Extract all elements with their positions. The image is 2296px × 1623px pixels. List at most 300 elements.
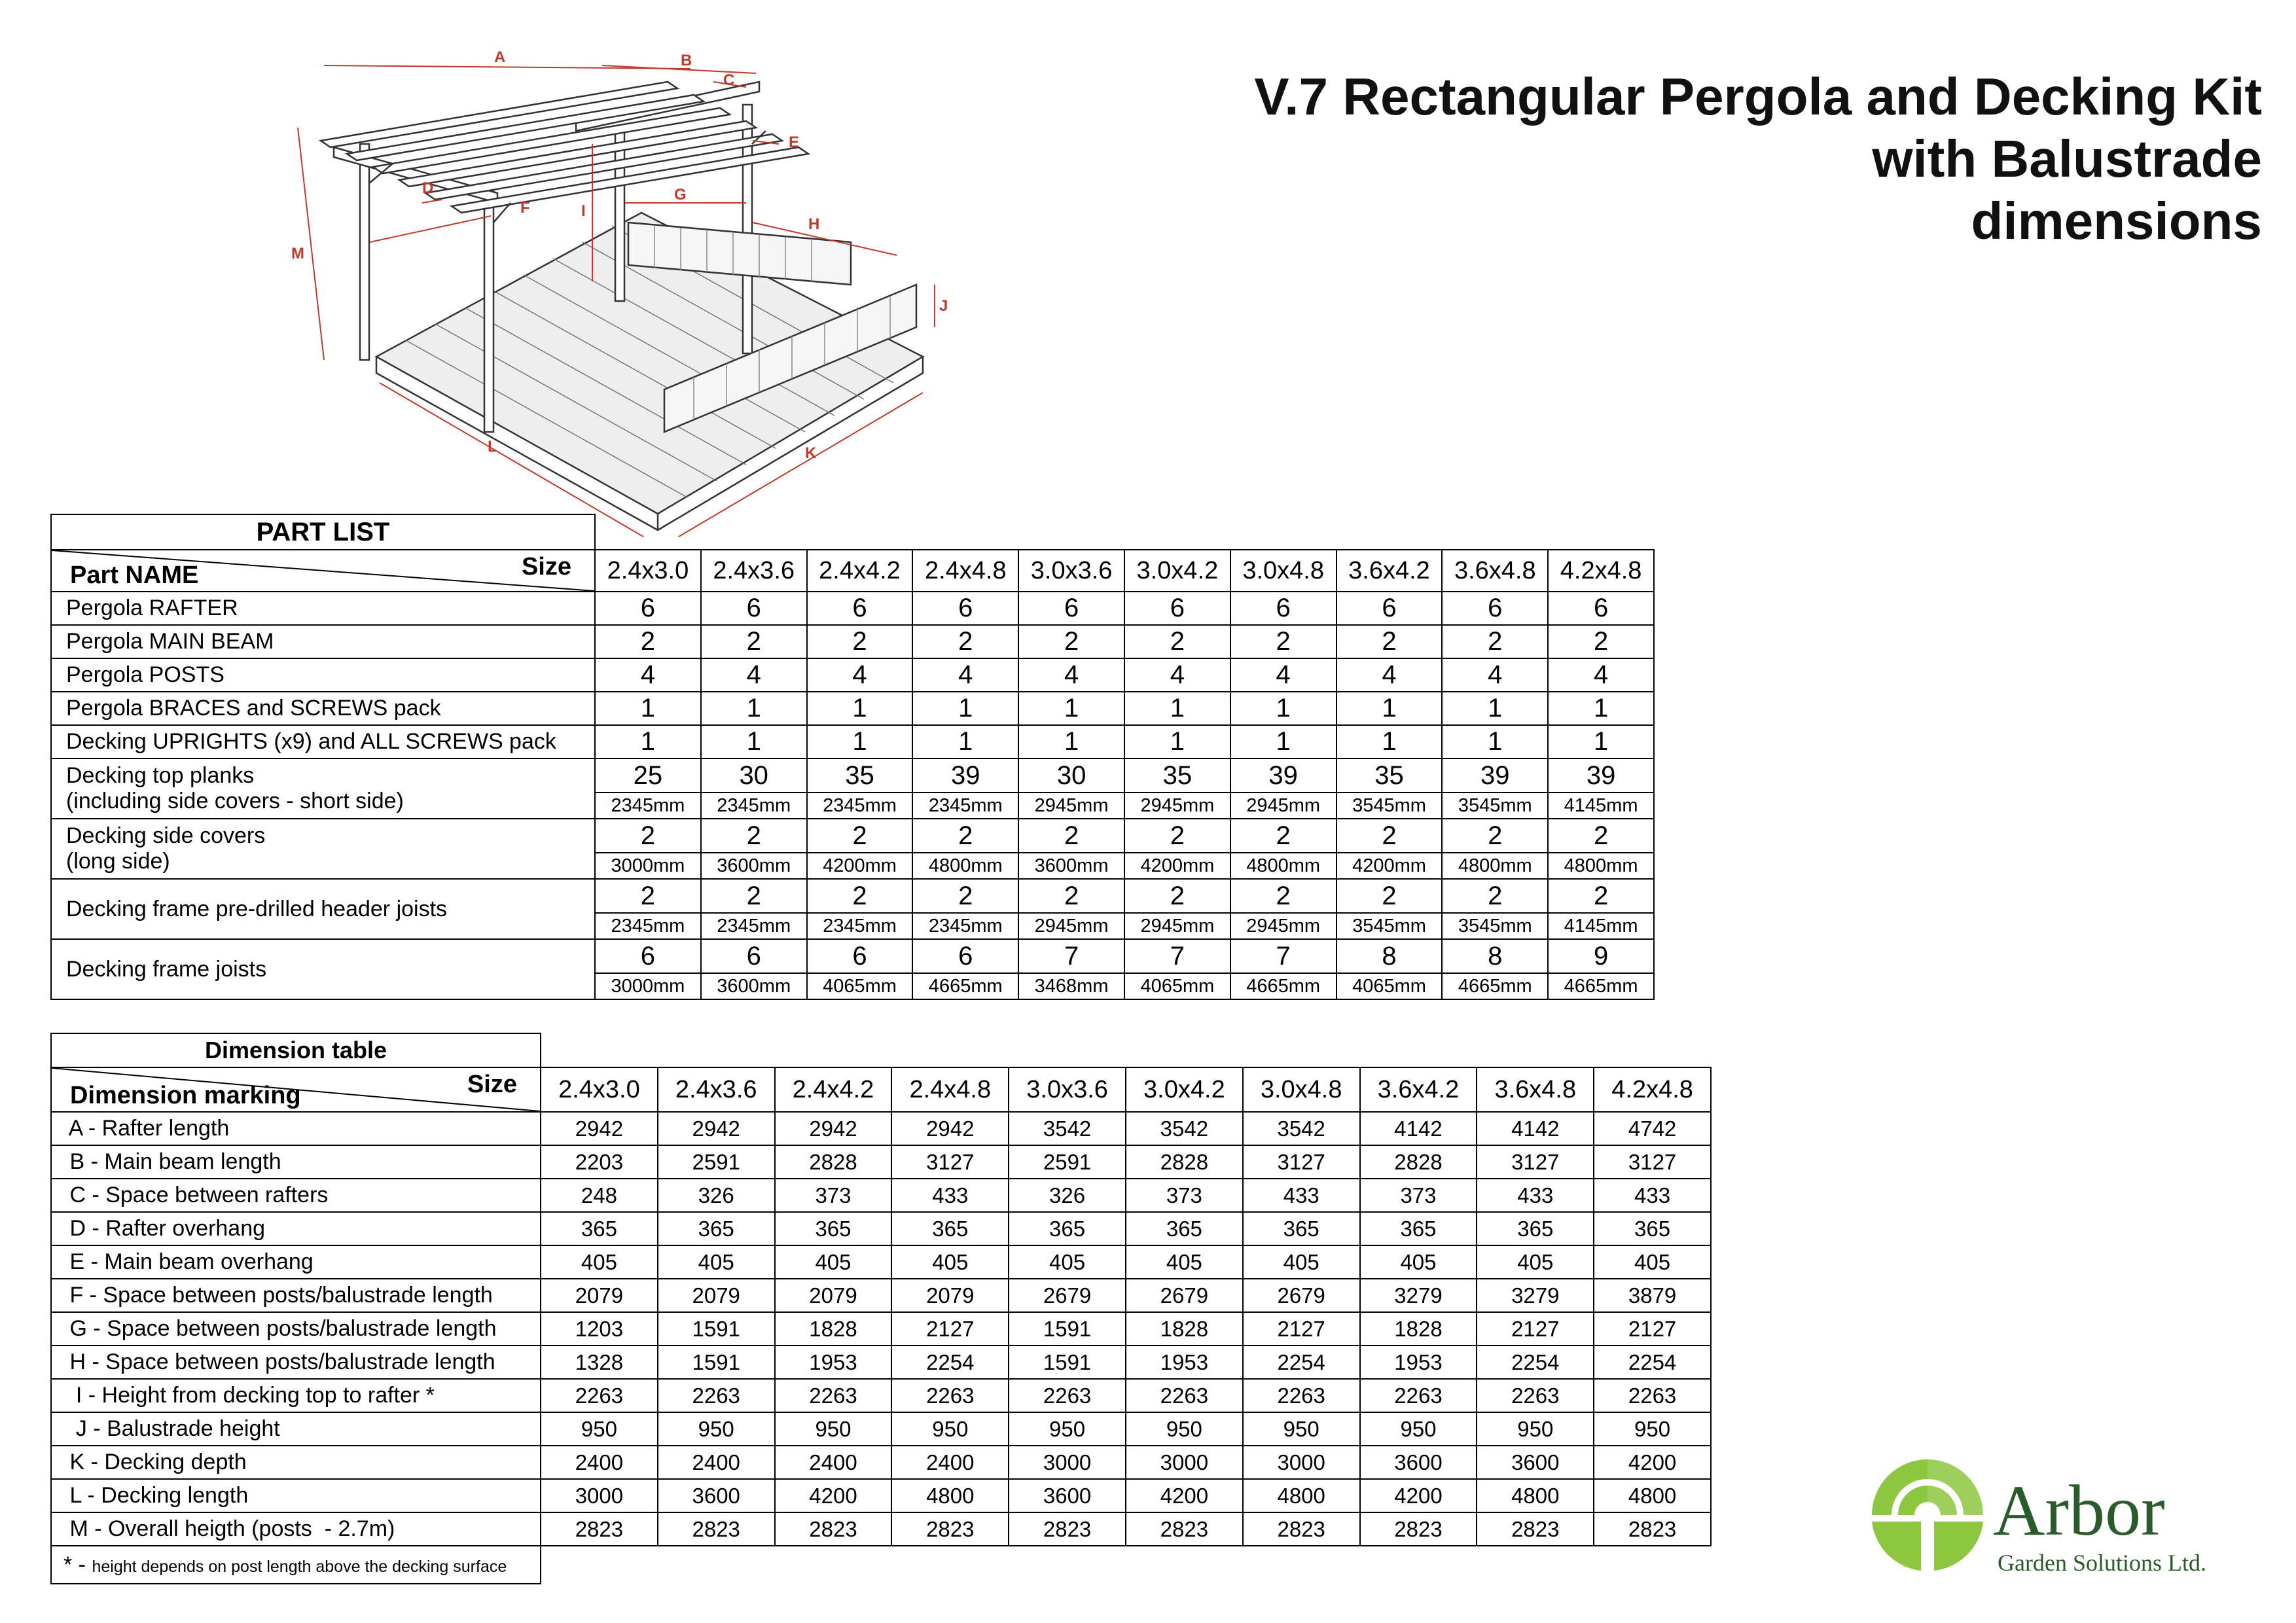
dimension-value: 4200 <box>775 1479 892 1512</box>
part-length: 4665mm <box>1230 973 1336 999</box>
dimension-value: 3000 <box>1243 1446 1360 1479</box>
part-quantity: 1 <box>807 692 913 725</box>
part-quantity: 4 <box>1124 658 1230 692</box>
dimension-value: 3279 <box>1477 1279 1594 1312</box>
part-quantity: 2 <box>1548 819 1654 853</box>
dim-label-C: C <box>723 71 735 89</box>
dimension-value: 2254 <box>1477 1346 1594 1379</box>
dimension-value: 2263 <box>1126 1379 1243 1412</box>
part-quantity: 2 <box>1018 625 1124 658</box>
dimension-value: 4142 <box>1477 1112 1594 1145</box>
part-quantity: 2 <box>1548 879 1654 913</box>
footnote-star: * - <box>63 1552 92 1577</box>
part-quantity: 1 <box>1548 725 1654 758</box>
arbor-logo <box>1859 1453 2278 1584</box>
dimension-value: 4742 <box>1594 1112 1711 1145</box>
part-length: 2345mm <box>912 793 1018 819</box>
dimension-size-row <box>51 1067 1711 1112</box>
part-quantity: 7 <box>1018 939 1124 973</box>
part-length: 2345mm <box>912 913 1018 939</box>
dimension-value: 3000 <box>1126 1446 1243 1479</box>
part-length: 4145mm <box>1548 913 1654 939</box>
part-length: 4200mm <box>807 853 913 879</box>
dimension-row <box>51 1245 1711 1279</box>
dimension-value: 950 <box>1009 1412 1126 1446</box>
dim-label-I: I <box>581 202 586 220</box>
part-quantity: 1 <box>1336 725 1443 758</box>
dim-label-L: L <box>488 438 497 455</box>
dimension-value: 2942 <box>891 1112 1009 1145</box>
dimension-value: 2591 <box>658 1145 775 1179</box>
dimension-value: 1828 <box>1360 1312 1477 1346</box>
title-line-1: V.7 Rectangular Pergola and Decking Kit <box>1254 67 2262 126</box>
part-name: Pergola MAIN BEAM <box>51 625 595 658</box>
dimension-name: L - Decking length <box>51 1479 541 1512</box>
part-quantity: 6 <box>701 592 807 625</box>
dimension-value: 2828 <box>1360 1145 1477 1179</box>
dimension-value: 950 <box>1243 1412 1360 1446</box>
dimension-value: 2679 <box>1126 1279 1243 1312</box>
part-name-line: (including side covers - short side) <box>66 789 404 813</box>
dimension-value: 2254 <box>891 1346 1009 1379</box>
part-quantity: 1 <box>1548 692 1654 725</box>
dimension-value: 2828 <box>775 1145 892 1179</box>
part-quantity: 6 <box>1124 592 1230 625</box>
dimension-value: 1953 <box>775 1346 892 1379</box>
dimension-value: 2828 <box>1126 1145 1243 1179</box>
dimension-value: 2263 <box>1477 1379 1594 1412</box>
dimension-value: 405 <box>891 1245 1009 1279</box>
dimension-value: 2127 <box>1594 1312 1711 1346</box>
part-quantity: 2 <box>1230 625 1336 658</box>
dimension-value: 326 <box>658 1179 775 1212</box>
part-length: 3600mm <box>1018 853 1124 879</box>
part-quantity: 2 <box>912 625 1018 658</box>
dimension-name: E - Main beam overhang <box>51 1245 541 1279</box>
part-row <box>51 758 1654 793</box>
size-header: 2.4x4.2 <box>775 1067 892 1112</box>
size-header: 2.4x4.2 <box>807 550 913 592</box>
dimension-row <box>51 1112 1711 1145</box>
dimension-value: 3279 <box>1360 1279 1477 1312</box>
part-length: 4665mm <box>1548 973 1654 999</box>
part-quantity: 2 <box>807 625 913 658</box>
part-name <box>51 939 595 999</box>
dimension-value: 3542 <box>1243 1112 1360 1145</box>
part-quantity: 6 <box>1018 592 1124 625</box>
size-header: 3.6x4.8 <box>1477 1067 1594 1112</box>
dimension-value: 1953 <box>1360 1346 1477 1379</box>
dimension-value: 4200 <box>1126 1479 1243 1512</box>
dimension-name: B - Main beam length <box>51 1145 541 1179</box>
dimension-value: 365 <box>891 1212 1009 1245</box>
part-length: 2945mm <box>1230 793 1336 819</box>
dimension-name: M - Overall heigth (posts - 2.7m) <box>51 1512 541 1546</box>
part-length: 3600mm <box>701 973 807 999</box>
part-list-corner <box>51 550 595 592</box>
dimension-value: 405 <box>1009 1245 1126 1279</box>
part-quantity: 35 <box>1336 758 1443 793</box>
part-length: 2345mm <box>701 793 807 819</box>
page-title <box>1254 65 2262 252</box>
part-quantity: 2 <box>807 879 913 913</box>
dimension-row <box>51 1279 1711 1312</box>
dimension-value: 2823 <box>541 1512 658 1546</box>
part-quantity: 39 <box>1548 758 1654 793</box>
part-quantity: 6 <box>1230 592 1336 625</box>
part-quantity: 4 <box>595 658 701 692</box>
dimension-value: 3600 <box>1009 1479 1126 1512</box>
part-quantity: 4 <box>1230 658 1336 692</box>
dimension-value: 3600 <box>1477 1446 1594 1479</box>
part-length: 4145mm <box>1548 793 1654 819</box>
part-quantity: 2 <box>1124 625 1230 658</box>
part-length: 2945mm <box>1124 793 1230 819</box>
dimension-value: 2400 <box>541 1446 658 1479</box>
size-header: 3.0x4.2 <box>1124 550 1230 592</box>
dimension-value: 950 <box>1594 1412 1711 1446</box>
part-row <box>51 939 1654 973</box>
part-name-line: (long side) <box>66 849 170 874</box>
dimension-value: 3542 <box>1126 1112 1243 1145</box>
dimension-row <box>51 1479 1711 1512</box>
part-length: 2345mm <box>595 793 701 819</box>
dimension-value: 365 <box>1126 1212 1243 1245</box>
size-header: 2.4x3.0 <box>541 1067 658 1112</box>
part-quantity: 2 <box>595 819 701 853</box>
dimension-value: 2942 <box>541 1112 658 1145</box>
part-name-line: Decking frame pre-drilled header joists <box>66 896 448 921</box>
part-quantity: 1 <box>1124 692 1230 725</box>
part-quantity: 1 <box>1336 692 1443 725</box>
dimension-value: 2823 <box>1360 1512 1477 1546</box>
part-length: 4800mm <box>912 853 1018 879</box>
part-quantity: 1 <box>701 725 807 758</box>
part-row <box>51 725 1654 758</box>
dimension-value: 950 <box>1126 1412 1243 1446</box>
part-quantity: 6 <box>807 939 913 973</box>
dimension-row <box>51 1312 1711 1346</box>
part-name <box>51 758 595 819</box>
dimension-value: 2679 <box>1243 1279 1360 1312</box>
part-quantity: 1 <box>1230 692 1336 725</box>
part-quantity: 7 <box>1230 939 1336 973</box>
dimension-value: 433 <box>1594 1179 1711 1212</box>
part-quantity: 2 <box>1124 819 1230 853</box>
dimension-value: 2823 <box>1594 1512 1711 1546</box>
part-quantity: 6 <box>807 592 913 625</box>
dimension-value: 373 <box>1126 1179 1243 1212</box>
dimension-value: 2942 <box>775 1112 892 1145</box>
pergola-diagram <box>262 26 982 537</box>
part-name: Decking UPRIGHTS (x9) and ALL SCREWS pack <box>51 725 595 758</box>
dim-label-E: E <box>789 134 800 151</box>
title-line-2: with Balustrade <box>1872 130 2262 188</box>
part-length: 4800mm <box>1548 853 1654 879</box>
dimension-value: 4800 <box>1594 1479 1711 1512</box>
part-quantity: 4 <box>1336 658 1443 692</box>
dimension-value: 1591 <box>1009 1312 1126 1346</box>
part-quantity: 2 <box>1442 879 1548 913</box>
dim-label-A: A <box>494 48 506 66</box>
dimension-value: 405 <box>1360 1245 1477 1279</box>
dimension-name: F - Space between posts/balustrade length <box>51 1279 541 1312</box>
dimension-value: 3000 <box>1009 1446 1126 1479</box>
dimension-value: 1328 <box>541 1346 658 1379</box>
dimension-value: 3542 <box>1009 1112 1126 1145</box>
dimension-value: 365 <box>1009 1212 1126 1245</box>
part-length: 4065mm <box>1336 973 1443 999</box>
part-length: 4800mm <box>1442 853 1548 879</box>
dimension-value: 2263 <box>1360 1379 1477 1412</box>
dimension-table <box>50 1033 1712 1584</box>
part-length: 2945mm <box>1230 913 1336 939</box>
part-length: 3545mm <box>1336 793 1443 819</box>
part-length: 2945mm <box>1124 913 1230 939</box>
dimension-value: 365 <box>658 1212 775 1245</box>
dimension-value: 433 <box>1243 1179 1360 1212</box>
dimension-value: 2203 <box>541 1145 658 1179</box>
dimension-name: A - Rafter length <box>51 1112 541 1145</box>
size-header: 3.6x4.2 <box>1360 1067 1477 1112</box>
dimension-value: 2263 <box>1009 1379 1126 1412</box>
dimension-value: 3600 <box>1360 1446 1477 1479</box>
part-quantity: 6 <box>1336 592 1443 625</box>
part-quantity: 4 <box>701 658 807 692</box>
part-quantity: 4 <box>1548 658 1654 692</box>
size-label: Size <box>467 1071 517 1098</box>
dimension-value: 3000 <box>541 1479 658 1512</box>
part-quantity: 2 <box>912 879 1018 913</box>
part-quantity: 2 <box>595 879 701 913</box>
part-length: 2945mm <box>1018 793 1124 819</box>
part-name-label: Part NAME <box>70 562 199 589</box>
dimension-value: 405 <box>658 1245 775 1279</box>
dimension-value: 2263 <box>1243 1379 1360 1412</box>
part-length: 4200mm <box>1124 853 1230 879</box>
part-quantity: 6 <box>701 939 807 973</box>
part-quantity: 6 <box>912 592 1018 625</box>
dimension-value: 3127 <box>1477 1145 1594 1179</box>
part-length: 2345mm <box>595 913 701 939</box>
dimension-value: 365 <box>541 1212 658 1245</box>
part-length: 4800mm <box>1230 853 1336 879</box>
dimension-name: D - Rafter overhang <box>51 1212 541 1245</box>
part-quantity: 1 <box>595 692 701 725</box>
dim-label-D: D <box>422 179 434 197</box>
part-quantity: 7 <box>1124 939 1230 973</box>
part-length: 2345mm <box>807 913 913 939</box>
part-quantity: 2 <box>701 625 807 658</box>
dimension-name: G - Space between posts/balustrade length <box>51 1312 541 1346</box>
dimension-value: 2823 <box>1126 1512 1243 1546</box>
dimension-value: 2254 <box>1243 1346 1360 1379</box>
part-length: 2345mm <box>701 913 807 939</box>
dimension-value: 1828 <box>1126 1312 1243 1346</box>
footnote-text: height depends on post length above the decking surface <box>92 1557 507 1576</box>
part-quantity: 2 <box>1442 625 1548 658</box>
dimension-value: 326 <box>1009 1179 1126 1212</box>
dimension-value: 2823 <box>1009 1512 1126 1546</box>
part-length: 3545mm <box>1336 913 1443 939</box>
part-quantity: 2 <box>701 879 807 913</box>
part-quantity: 4 <box>807 658 913 692</box>
dimension-value: 2823 <box>1477 1512 1594 1546</box>
part-quantity: 1 <box>1018 725 1124 758</box>
dimension-value: 2400 <box>891 1446 1009 1479</box>
dimension-value: 405 <box>775 1245 892 1279</box>
dimension-value: 2127 <box>1243 1312 1360 1346</box>
dimension-value: 2263 <box>775 1379 892 1412</box>
size-header: 4.2x4.8 <box>1594 1067 1711 1112</box>
part-quantity: 2 <box>1230 819 1336 853</box>
dimension-value: 3879 <box>1594 1279 1711 1312</box>
part-quantity: 2 <box>1018 879 1124 913</box>
part-quantity: 2 <box>1018 819 1124 853</box>
size-header: 3.6x4.2 <box>1336 550 1443 592</box>
dim-label-F: F <box>520 199 530 217</box>
dimension-value: 2079 <box>541 1279 658 1312</box>
dimension-value: 950 <box>658 1412 775 1446</box>
part-quantity: 2 <box>701 819 807 853</box>
size-header: 2.4x4.8 <box>891 1067 1009 1112</box>
part-row <box>51 879 1654 913</box>
part-quantity: 2 <box>1336 879 1443 913</box>
part-name <box>51 819 595 879</box>
part-quantity: 4 <box>1442 658 1548 692</box>
dimension-value: 373 <box>775 1179 892 1212</box>
size-header: 3.0x3.6 <box>1009 1067 1126 1112</box>
dimension-value: 4142 <box>1360 1112 1477 1145</box>
dimension-value: 2823 <box>1243 1512 1360 1546</box>
part-row <box>51 658 1654 692</box>
dimension-value: 1591 <box>658 1312 775 1346</box>
size-header: 3.0x4.8 <box>1243 1067 1360 1112</box>
dimension-value: 2254 <box>1594 1346 1711 1379</box>
part-quantity: 1 <box>1018 692 1124 725</box>
part-name-line: Decking top planks <box>66 763 255 788</box>
dimension-value: 365 <box>1243 1212 1360 1245</box>
part-quantity: 1 <box>595 725 701 758</box>
dimension-value: 3127 <box>891 1145 1009 1179</box>
dimension-value: 2591 <box>1009 1145 1126 1179</box>
part-quantity: 35 <box>807 758 913 793</box>
part-quantity: 2 <box>1336 625 1443 658</box>
part-quantity: 30 <box>1018 758 1124 793</box>
dimension-name: H - Space between posts/balustrade length <box>51 1346 541 1379</box>
part-quantity: 2 <box>1336 819 1443 853</box>
dim-label-B: B <box>681 52 692 69</box>
part-quantity: 9 <box>1548 939 1654 973</box>
dimension-value: 1591 <box>1009 1346 1126 1379</box>
size-header: 2.4x3.6 <box>701 550 807 592</box>
dimension-row <box>51 1145 1711 1179</box>
part-quantity: 39 <box>912 758 1018 793</box>
part-name: Pergola RAFTER <box>51 592 595 625</box>
dimension-value: 4800 <box>1243 1479 1360 1512</box>
part-quantity: 8 <box>1442 939 1548 973</box>
dimension-table-title: Dimension table <box>51 1033 541 1067</box>
dimension-value: 433 <box>891 1179 1009 1212</box>
part-quantity: 1 <box>807 725 913 758</box>
dimension-value: 405 <box>1243 1245 1360 1279</box>
size-header: 3.0x4.2 <box>1126 1067 1243 1112</box>
footnote-row <box>51 1546 1711 1584</box>
dim-label-G: G <box>674 186 687 204</box>
dimension-value: 2823 <box>658 1512 775 1546</box>
logo-subtitle: Garden Solutions Ltd. <box>1998 1550 2206 1576</box>
part-list-title: PART LIST <box>51 514 595 550</box>
size-header: 2.4x3.0 <box>595 550 701 592</box>
dimension-value: 950 <box>1477 1412 1594 1446</box>
title-line-3: dimensions <box>1971 192 2262 250</box>
part-quantity: 8 <box>1336 939 1443 973</box>
dimension-value: 4800 <box>891 1479 1009 1512</box>
dimension-name: C - Space between rafters <box>51 1179 541 1212</box>
part-list-size-row <box>51 550 1654 592</box>
part-row <box>51 819 1654 853</box>
part-quantity: 1 <box>701 692 807 725</box>
dimension-value: 365 <box>1360 1212 1477 1245</box>
part-length: 4200mm <box>1336 853 1443 879</box>
dimension-marking-label: Dimension marking <box>70 1082 301 1109</box>
part-quantity: 35 <box>1124 758 1230 793</box>
dimension-value: 2127 <box>891 1312 1009 1346</box>
dimension-value: 405 <box>1126 1245 1243 1279</box>
part-quantity: 6 <box>595 939 701 973</box>
part-quantity: 1 <box>1442 725 1548 758</box>
part-length: 3545mm <box>1442 793 1548 819</box>
dimension-row <box>51 1446 1711 1479</box>
part-quantity: 1 <box>1442 692 1548 725</box>
dimension-value: 2679 <box>1009 1279 1126 1312</box>
size-header: 3.0x4.8 <box>1230 550 1336 592</box>
part-quantity: 6 <box>1548 592 1654 625</box>
dimension-value: 2079 <box>775 1279 892 1312</box>
dimension-value: 373 <box>1360 1179 1477 1212</box>
dim-label-J: J <box>939 297 948 315</box>
dimension-value: 2079 <box>658 1279 775 1312</box>
dimension-value: 2263 <box>541 1379 658 1412</box>
dimension-value: 1953 <box>1126 1346 1243 1379</box>
dimension-value: 950 <box>891 1412 1009 1446</box>
part-quantity: 39 <box>1230 758 1336 793</box>
part-length: 3000mm <box>595 973 701 999</box>
dimension-value: 1203 <box>541 1312 658 1346</box>
part-length: 2345mm <box>807 793 913 819</box>
dimension-row <box>51 1212 1711 1245</box>
dimension-value: 3600 <box>658 1479 775 1512</box>
dimension-value: 2079 <box>891 1279 1009 1312</box>
dimension-name: J - Balustrade height <box>51 1412 541 1446</box>
part-name <box>51 879 595 939</box>
dimension-value: 365 <box>775 1212 892 1245</box>
part-quantity: 1 <box>912 692 1018 725</box>
dimension-value: 2400 <box>775 1446 892 1479</box>
dimension-value: 1828 <box>775 1312 892 1346</box>
logo-name: Arbor <box>1993 1471 2165 1550</box>
part-quantity: 2 <box>807 819 913 853</box>
part-length: 4665mm <box>1442 973 1548 999</box>
dim-label-H: H <box>808 215 820 233</box>
dimension-row <box>51 1512 1711 1546</box>
part-name: Pergola POSTS <box>51 658 595 692</box>
dimension-corner <box>51 1067 541 1112</box>
dim-label-K: K <box>805 444 817 462</box>
dimension-value: 2942 <box>658 1112 775 1145</box>
dimension-value: 405 <box>1477 1245 1594 1279</box>
part-quantity: 2 <box>1124 879 1230 913</box>
